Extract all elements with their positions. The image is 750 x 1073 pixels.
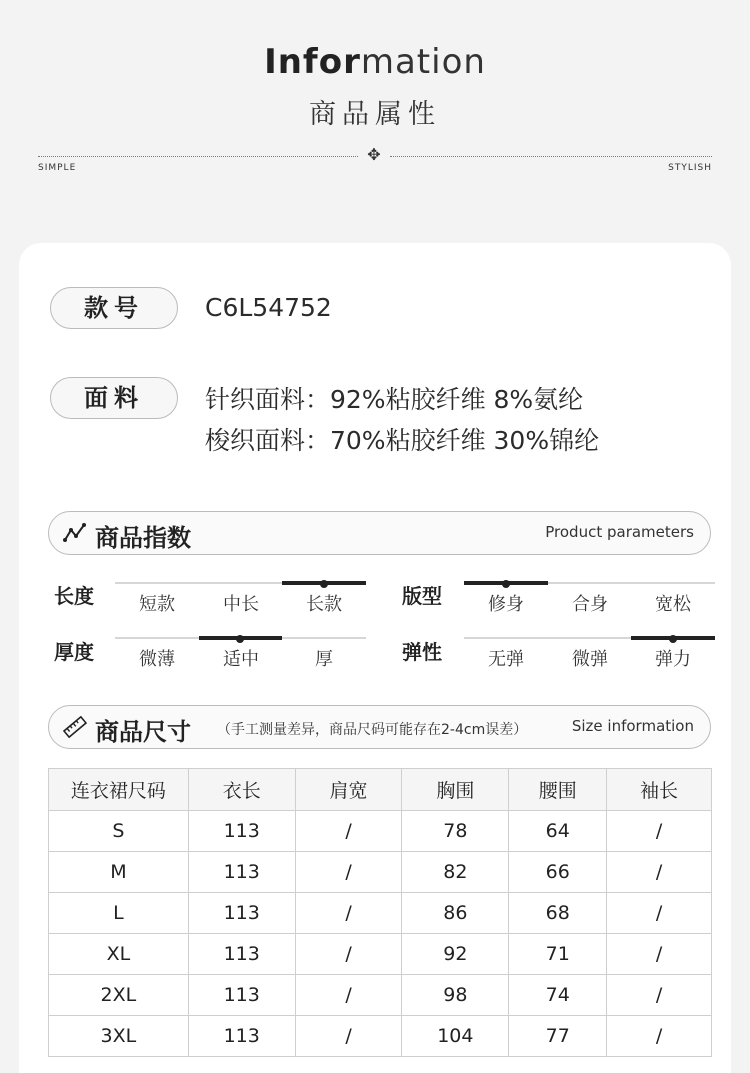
table-cell: / xyxy=(295,811,402,852)
size-table xyxy=(48,768,712,1057)
fit-option: 修身 xyxy=(488,594,524,615)
table-cell: M xyxy=(49,852,189,893)
params-section-bar xyxy=(48,511,711,555)
elasticity-knob xyxy=(669,635,677,643)
column-header: 胸围 xyxy=(402,769,509,811)
stylish-tag: STYLISH xyxy=(668,163,712,173)
length-option: 短款 xyxy=(139,594,175,615)
table-header-row xyxy=(49,769,712,811)
table-cell: / xyxy=(607,852,712,893)
column-header: 连衣裙尺码 xyxy=(49,769,189,811)
thickness-label: 厚度 xyxy=(54,640,94,664)
ruler-icon xyxy=(63,715,87,739)
table-cell: / xyxy=(607,934,712,975)
fit-knob xyxy=(502,580,510,588)
cross-ornament-icon: ✥ xyxy=(367,145,381,164)
table-cell: 113 xyxy=(188,811,295,852)
size-section-note: （手工测量差异，商品尺码可能存在2-4cm误差） xyxy=(217,722,528,738)
table-cell: 113 xyxy=(188,852,295,893)
size-section-bar xyxy=(48,705,711,749)
fit-label: 版型 xyxy=(402,584,442,608)
table-cell: 104 xyxy=(402,1016,509,1057)
table-row xyxy=(49,852,712,893)
table-cell: 64 xyxy=(509,811,607,852)
table-cell: 113 xyxy=(188,1016,295,1057)
title-light: mation xyxy=(360,42,486,82)
table-cell: / xyxy=(607,975,712,1016)
title-bold: Infor xyxy=(264,42,361,82)
table-row xyxy=(49,893,712,934)
column-header: 肩宽 xyxy=(295,769,402,811)
table-cell: / xyxy=(607,811,712,852)
simple-tag: SIMPLE xyxy=(38,163,77,173)
table-cell: 3XL xyxy=(49,1016,189,1057)
fabric-label: 面料 xyxy=(50,377,178,419)
table-cell: 113 xyxy=(188,934,295,975)
table-cell: S xyxy=(49,811,189,852)
thickness-option: 厚 xyxy=(315,649,333,670)
table-cell: 82 xyxy=(402,852,509,893)
table-cell: 74 xyxy=(509,975,607,1016)
table-cell: / xyxy=(295,1016,402,1057)
model-label: 款号 xyxy=(50,287,178,329)
elasticity-option: 无弹 xyxy=(488,649,524,670)
divider-left xyxy=(38,156,358,157)
table-cell: 113 xyxy=(188,975,295,1016)
table-cell: 66 xyxy=(509,852,607,893)
table-cell: XL xyxy=(49,934,189,975)
fit-option: 宽松 xyxy=(655,594,691,615)
table-cell: / xyxy=(607,1016,712,1057)
table-cell: / xyxy=(607,893,712,934)
elasticity-option: 微弹 xyxy=(572,649,608,670)
fabric-line-2: 梭织面料：70%粘胶纤维 30%锦纶 xyxy=(205,426,600,455)
fit-option: 合身 xyxy=(572,594,608,615)
table-cell: 113 xyxy=(188,893,295,934)
params-section-en: Product parameters xyxy=(545,523,694,541)
fabric-line-1: 针织面料：92%粘胶纤维 8%氨纶 xyxy=(205,385,584,414)
table-row xyxy=(49,934,712,975)
length-option: 中长 xyxy=(223,594,259,615)
elasticity-option: 弹力 xyxy=(655,649,691,670)
table-cell: 86 xyxy=(402,893,509,934)
table-row xyxy=(49,1016,712,1057)
model-value: C6L54752 xyxy=(205,293,332,322)
table-cell: 2XL xyxy=(49,975,189,1016)
table-cell: / xyxy=(295,934,402,975)
params-section-title: 商品指数 xyxy=(95,524,191,552)
page-title xyxy=(0,42,750,82)
column-header: 腰围 xyxy=(509,769,607,811)
table-cell: 71 xyxy=(509,934,607,975)
table-cell: 78 xyxy=(402,811,509,852)
elasticity-label: 弹性 xyxy=(402,640,442,664)
column-header: 衣长 xyxy=(188,769,295,811)
table-cell: L xyxy=(49,893,189,934)
divider-right xyxy=(390,156,712,157)
table-cell: / xyxy=(295,852,402,893)
size-section-en: Size information xyxy=(571,717,694,735)
table-cell: / xyxy=(295,893,402,934)
table-row xyxy=(49,811,712,852)
length-option: 长款 xyxy=(306,594,342,615)
length-knob xyxy=(320,580,328,588)
thickness-option: 适中 xyxy=(223,649,259,670)
table-cell: 98 xyxy=(402,975,509,1016)
size-section-title: 商品尺寸 xyxy=(95,718,191,746)
table-row xyxy=(49,975,712,1016)
length-label: 长度 xyxy=(54,584,94,608)
column-header: 袖长 xyxy=(607,769,712,811)
table-cell: 92 xyxy=(402,934,509,975)
page-subtitle: 商品属性 xyxy=(309,99,441,130)
table-cell: 68 xyxy=(509,893,607,934)
chart-line-icon xyxy=(63,521,87,545)
thickness-option: 微薄 xyxy=(139,649,175,670)
thickness-knob xyxy=(236,635,244,643)
table-cell: 77 xyxy=(509,1016,607,1057)
table-cell: / xyxy=(295,975,402,1016)
